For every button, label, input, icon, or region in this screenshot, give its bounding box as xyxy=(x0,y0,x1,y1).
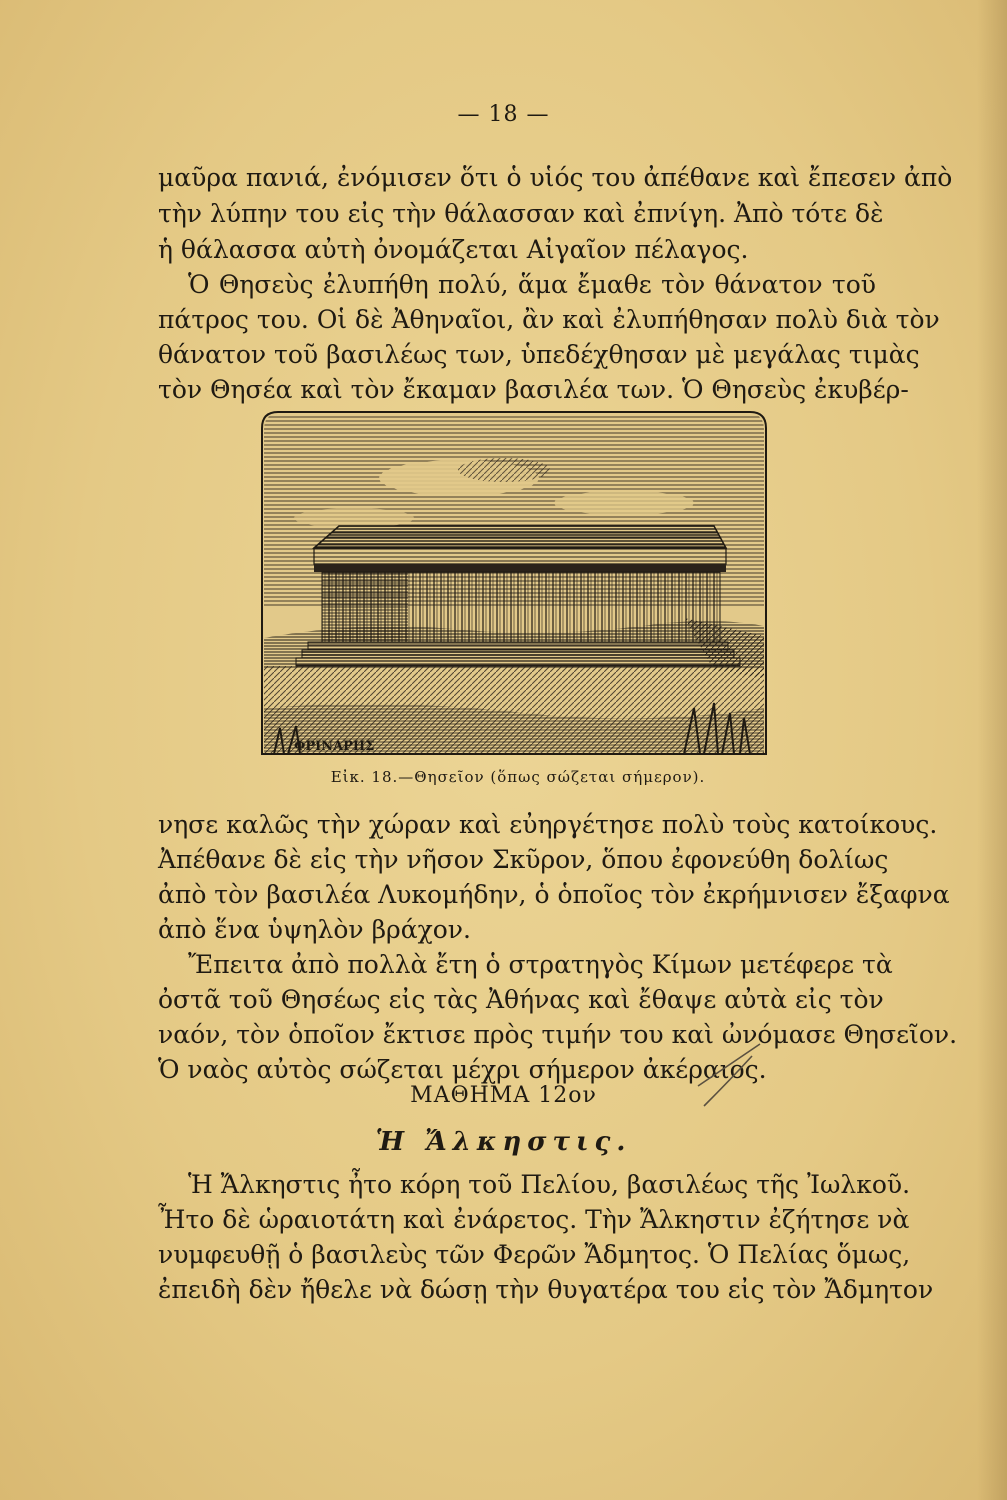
text-line: μαῦρα πανιά, ἐνόμισεν ὅτι ὁ υἱός του ἀπέθανε καὶ ἔπεσεν ἀπὸ xyxy=(158,163,953,192)
page-edge-shadow xyxy=(977,0,1007,1500)
text-line: Ἔπειτα ἀπὸ πολλὰ ἔτη ὁ στρατηγὸς Κίμων μετέφερε τὰ xyxy=(188,950,893,979)
page-number: — 18 — xyxy=(457,102,550,127)
text-line: Ὁ ναὸς αὐτὸς σώζεται μέχρι σήμερον ἀκέραιος. xyxy=(158,1055,767,1084)
theseion-engraving xyxy=(244,408,784,768)
text-line: ἡ θάλασσα αὐτὴ ὀνομάζεται Αἰγαῖον πέλαγος. xyxy=(158,235,749,264)
lesson-number: ΜΑΘΗΜΑ 12ον xyxy=(410,1083,597,1108)
text-line: Ὁ Θησεὺς ἐλυπήθη πολύ, ἅμα ἔμαθε τὸν θάνατον τοῦ xyxy=(188,270,876,299)
lesson-title: Ἡ Ἄλκηστις. xyxy=(375,1127,632,1157)
text-line: θάνατον τοῦ βασιλέως των, ὑπεδέχθησαν μὲ μεγάλας τιμὰς xyxy=(158,340,920,369)
text-line: τὴν λύπην του εἰς τὴν θάλασσαν καὶ ἐπνίγη. Ἀπὸ τότε δὲ xyxy=(158,199,884,228)
text-line: Ἦτο δὲ ὡραιοτάτη καὶ ἐνάρετος. Τὴν Ἄλκηστιν ἐζήτησε νὰ xyxy=(158,1205,910,1234)
text-line: Ἀπέθανε δὲ εἰς τὴν νῆσον Σκῦρον, ὅπου ἐφονεύθη δολίως xyxy=(158,845,889,874)
figure-caption: Εἰκ. 18.—Θησεῖον (ὅπως σώζεται σήμερον). xyxy=(330,768,706,786)
text-line: τὸν Θησέα καὶ τὸν ἔκαμαν βασιλέα των. Ὁ Θησεὺς ἐκυβέρ- xyxy=(158,375,909,404)
text-line: ἀπὸ ἕνα ὑψηλὸν βράχον. xyxy=(158,915,471,944)
text-line: Ἡ Ἄλκηστις ἦτο κόρη τοῦ Πελίου, βασιλέως τῆς Ἰωλκοῦ. xyxy=(188,1170,911,1199)
text-line: νησε καλῶς τὴν χώραν καὶ εὐηργέτησε πολὺ τοὺς κατοίκους. xyxy=(158,810,938,839)
text-line: ὀστᾶ τοῦ Θησέως εἰς τὰς Ἀθήνας καὶ ἔθαψε αὐτὰ εἰς τὸν xyxy=(158,985,884,1014)
text-line: ἀπὸ τὸν βασιλέα Λυκομήδην, ὁ ὁποῖος τὸν ἐκρήμνισεν ἔξαφνα xyxy=(158,880,950,909)
artist-signature: ΦΡΙΝΑΡΗΣ xyxy=(294,739,375,754)
text-line: ναόν, τὸν ὁποῖον ἔκτισε πρὸς τιμήν του καὶ ὠνόμασε Θησεῖον. xyxy=(158,1020,958,1049)
text-line: πάτρος του. Οἱ δὲ Ἀθηναῖοι, ἂν καὶ ἐλυπήθησαν πολὺ διὰ τὸν xyxy=(158,305,940,334)
text-line: νυμφευθῇ ὁ βασιλεὺς τῶν Φερῶν Ἄδμητος. Ὁ Πελίας ὅμως, xyxy=(158,1240,911,1269)
text-line: ἐπειδὴ δὲν ἤθελε νὰ δώσῃ τὴν θυγατέρα του εἰς τὸν Ἄδμητον xyxy=(158,1275,934,1304)
